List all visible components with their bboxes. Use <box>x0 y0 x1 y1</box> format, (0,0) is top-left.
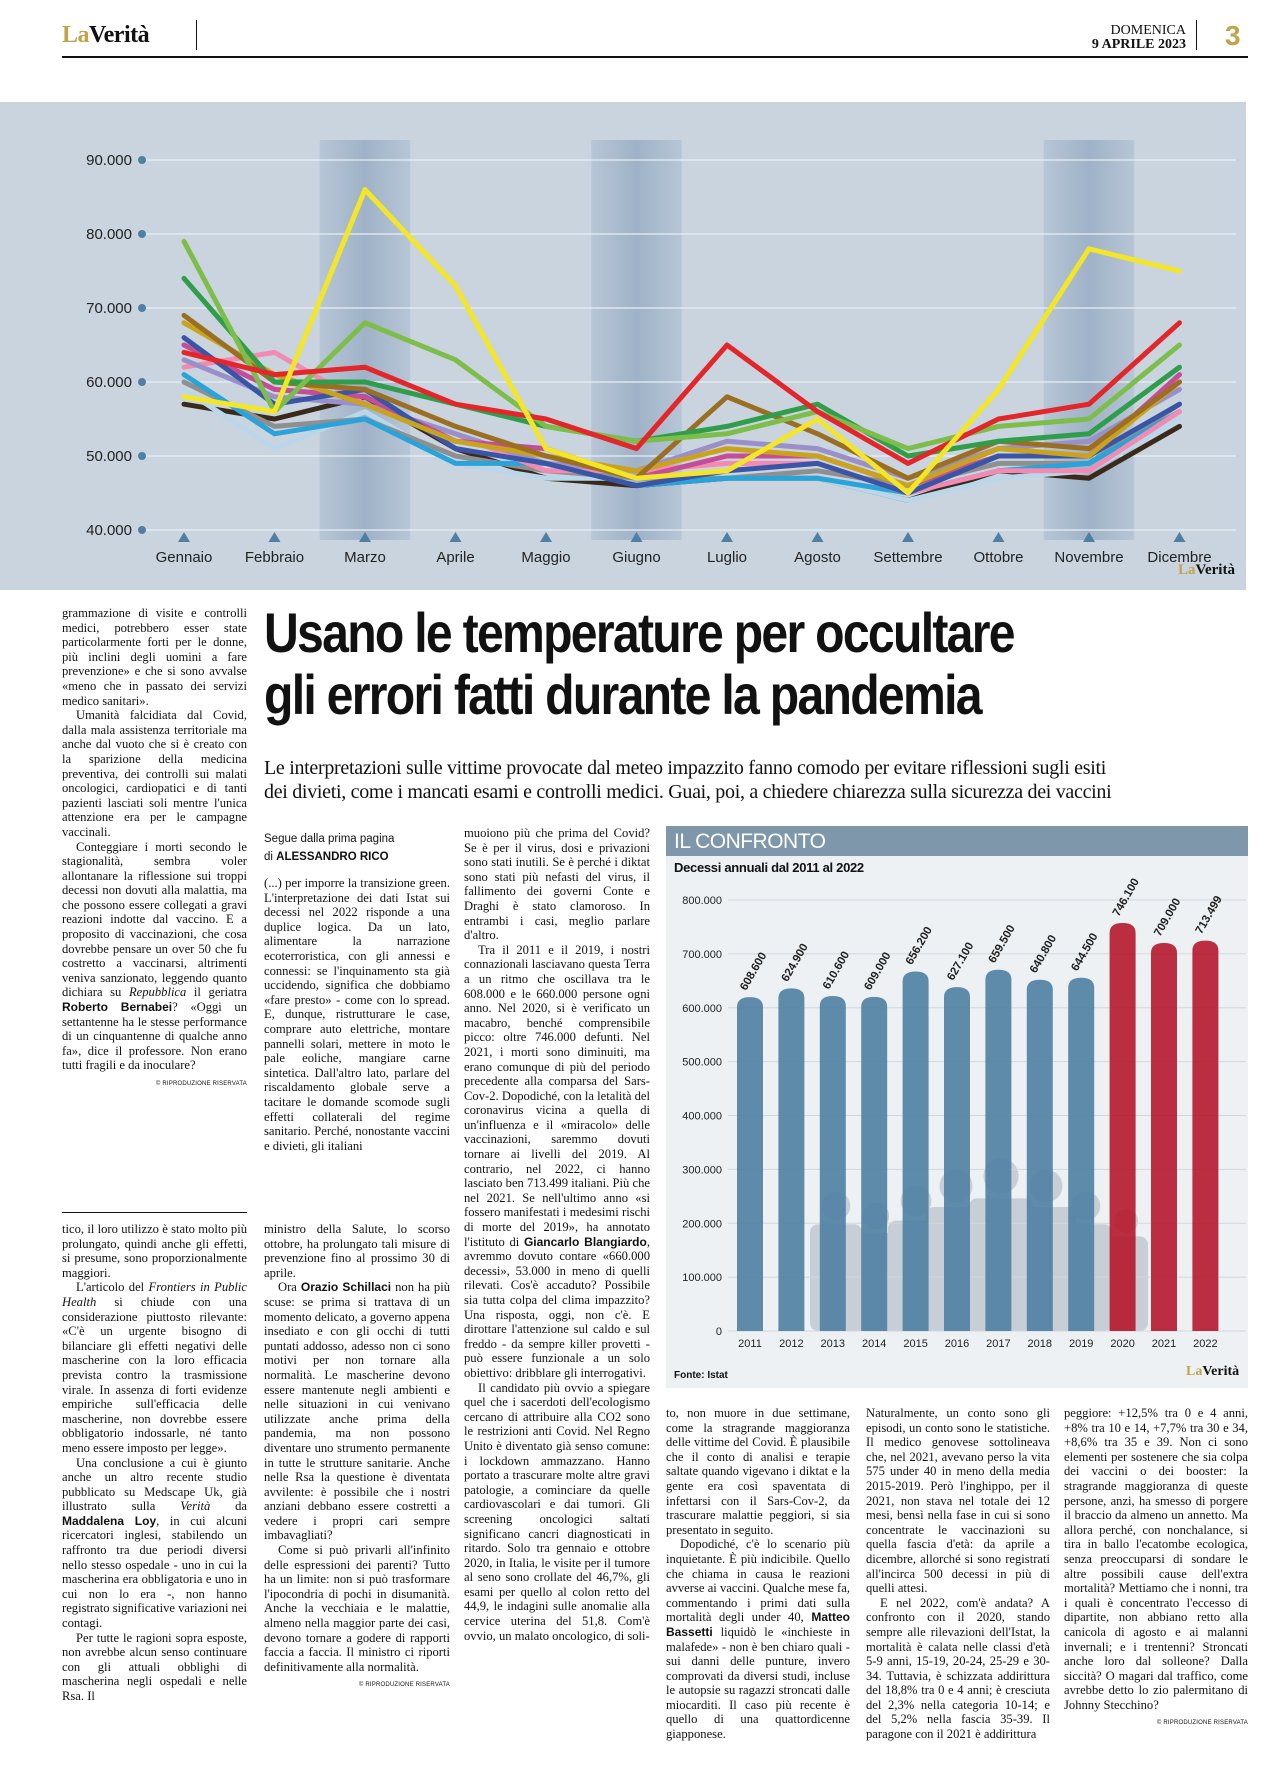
article-column-b4 <box>666 1406 850 1742</box>
y-tick-dot <box>138 304 146 312</box>
x-tick-label: 2013 <box>820 1338 846 1350</box>
bar-chart-logo: LaVerità <box>1186 1364 1240 1379</box>
x-tick-label: 2020 <box>1110 1338 1135 1350</box>
subhead-line-1: Le interpretazioni sulle vittime provocate dal meteo impazzito fanno comodo per evitare riflessioni sugli esiti <box>264 757 1106 779</box>
x-tick-label: Agosto <box>794 549 841 566</box>
bar <box>861 997 887 1331</box>
x-tick-label: Maggio <box>521 549 571 566</box>
continued-from: Segue dalla prima pagina <box>264 833 395 845</box>
x-tick-label: 2014 <box>861 1338 887 1350</box>
paragraph: Il candidato più ovvio a spiegare quel che i sacerdoti dell'ecologismo cercano di attribuire alla CO2 sono le restrizioni anti Covid. Nel Regno Unito è diventato già senso comune: i lockdown ammazzano. Hanno portato a trascurare molte altre gravi patologie, a cominciare da quelle cardiovascolari e dai tumori. Gli screening oncologici saltati significano cancri diagnosticati in ritardo. Solo tra gennaio e ottobre 2020, in Italia, le visite per il tumore al seno sono crollate del 46,7%, gli esami per quello al colon retto del 44,9, le indagini sulle anomalie alla cervice uterina del 51,8. Com'è ovvio, un malato oncologico, di soli- <box>464 1380 650 1643</box>
copyright-notice: © RIPRODUZIONE RISERVATA <box>155 1081 247 1087</box>
x-tick-label: 2012 <box>779 1338 804 1350</box>
x-tick-label: 2015 <box>903 1338 928 1350</box>
bar-value-label: 627.100 <box>945 940 977 983</box>
bar-value-label: 640.800 <box>1028 933 1060 976</box>
text-run: Conteggiare i morti secondo le stagionalità, sembra voler allontanare la riflessione sui troppi decessi non dovuti alla malattia, ma che possono essere collegati a gravi reazioni indotte dal vaccino. E a proposito di vaccinazioni, che cosa dovrebbe pensare un over 50 che fu costretto a vaccinarsi, altrimenti veniva sanzionato, leggendo quanto dichiara su <box>62 839 247 1000</box>
text-run: da <box>210 1499 247 1514</box>
bar <box>1192 941 1218 1331</box>
bar-value-label: 709.000 <box>1152 896 1184 939</box>
y-tick-label: 90.000 <box>86 152 132 169</box>
x-tick-label: 2018 <box>1027 1338 1053 1350</box>
subhead-line-2: dei divieti, come i mancati esami e controlli medici. Guai, poi, a chiedere chiarezza sulla sicurezza dei vaccini <box>264 781 1112 803</box>
y-tick-dot <box>138 526 146 534</box>
bar-value-label: 746.100 <box>1110 876 1142 919</box>
y-tick-label: 40.000 <box>86 522 132 539</box>
masthead-day: DOMENICA <box>1110 23 1186 38</box>
bar-chart-title: IL CONFRONTO <box>674 830 826 853</box>
y-tick-label: 700.000 <box>682 948 722 961</box>
paragraph: Come si può privarli all'infinito delle espressioni dei parenti? Tutto ha un limite: non si può trasformare l'ipocondria di pochi in disumanità. Anche la vecchiaia e le malattie, almeno nella maggior parte dei casi, devono tornare a godere di rapporti faccia a faccia. Il ministro ci riporti definitivamente alla normalità. <box>264 1543 450 1674</box>
author-name: ALESSANDRO RICO <box>276 851 389 863</box>
bar-value-label: 624.900 <box>779 941 811 984</box>
bar-value-label: 610.600 <box>821 949 853 992</box>
text-run: Tra il 2011 e il 2019, i nostri connazionali lasciavano questa Terra a un ritmo che oscillava tra le 608.000 e le 660.000 persone ogni anno. Nel 2020, si è verificato un macabro, benché comprensibile picco: oltre 746.000 defunti. Nel 2021, i morti sono diminuiti, ma erano comunque di più del periodo precedente alla comparsa del Sars-Cov-2. Dopodiché, con la letalità del coronavirus vicina a quella di un'influenza e il «miracolo» delle vaccinazioni, saremmo dovuti tornare ai livelli del 2019. Al contrario, nel 2022, ci hanno lasciato ben 713.499 italiani. Più che nel 2021. Se nell'ultimo anno «si fossero manifestati i medesimi rischi di morte del 2019», ha annotato l'istituto di <box>464 942 650 1249</box>
x-tick-label: Aprile <box>436 549 475 566</box>
bar <box>1110 923 1136 1331</box>
text-run: il geriatra <box>186 985 247 1000</box>
bar <box>778 988 804 1331</box>
paragraph: Per tutte le ragioni sopra esposte, non avrebbe alcun senso continuare con gli attuali obblighi di mascherina negli ospedali e nelle Rsa. Il <box>62 1630 247 1703</box>
paragraph: tico, il loro utilizzo è stato molto più prolungato, quindi anche gli effetti, si presume, sono proporzionalmente maggiori. <box>62 1222 247 1280</box>
bar-chart-subtitle: Decessi annuali dal 2011 al 2022 <box>674 860 864 875</box>
x-tick-label: Luglio <box>706 549 748 566</box>
x-tick-label: Gennaio <box>155 549 213 566</box>
person-name: Giancarlo Blangiardo <box>523 1234 647 1249</box>
column-divider <box>62 1212 247 1213</box>
bar <box>820 996 846 1331</box>
line-chart-svg <box>0 102 1246 590</box>
masthead-date-text: 9 APRILE 2023 <box>1091 37 1186 52</box>
x-tick-label: 2011 <box>738 1338 762 1350</box>
logo-verita: Verità <box>89 22 150 48</box>
paragraph <box>464 943 650 1381</box>
text-run: , in cui alcuni ricercatori inglesi, stabilendo un raffronto tra due periodi diversi nello stesso ospedale - uno in cui la mascherina era obbligatoria e uno in cui non lo era -, non hanno registrato significative variazioni nei contagi. <box>62 1513 247 1631</box>
byline-di: di <box>264 851 277 863</box>
text-run: liquidò le «inchieste in malafede» - non è ben chiaro quali - sui danni delle punture, invero comprovati da diversi studi, incluse le autopsie su ragazzi stroncati dalle miocarditi. Il caso più recente è quello di una quattordicenne giapponese. <box>666 1624 850 1742</box>
bar <box>1151 943 1177 1331</box>
paragraph <box>62 1280 247 1455</box>
newspaper-name: Verità <box>180 1499 211 1514</box>
text-run: L'articolo del <box>76 1280 149 1295</box>
masthead-divider <box>196 20 197 50</box>
y-tick-label: 100.000 <box>682 1272 722 1285</box>
paragraph <box>666 1537 850 1741</box>
bar-value-label: 644.500 <box>1069 931 1101 974</box>
bar-chart-source: Fonte: Istat <box>674 1370 728 1381</box>
month-band <box>320 140 411 540</box>
x-tick-label: Febbraio <box>244 549 305 566</box>
y-tick-label: 0 <box>715 1326 722 1338</box>
bar <box>737 997 763 1331</box>
bar-chart <box>666 826 1248 1388</box>
y-tick-label: 80.000 <box>86 226 132 243</box>
y-tick-label: 70.000 <box>86 300 132 317</box>
paragraph: peggiore: +12,5% tra 0 e 4 anni, +8% tra 10 e 14, +7,7% tra 30 e 34, +8,6% tra 35 e 39. Non ci sono elementi per sostenere che sia colpa dei vaccini o dei booster: la stragrande maggioranza di queste persone, anzi, ha smesso di porgere il braccio da almeno un annetto. Ma allora perché, con nonchalance, si tira in ballo l'ecatombe ecologica, senza preoccuparsi di sondare le altre possibili cause dell'extra mortalità? Mettiamo che i nonni, tra i quali è concentrato l'eccesso di dipartite, non abbiano retto alla canicola di agosto e ai malanni invernali; e i trentenni? Stroncati anche loro dal solleone? Dalla siccità? O magari dal traffico, come avrebbe detto lo zio palermitano di Johnny Stecchino? <box>1064 1406 1248 1712</box>
text-run: , avremmo dovuto contare «660.000 decessi», 53.000 in meno di quelli rilevati. Cos'è accaduto? Possibile sia tutta colpa del clima impazzito? Una risposta, oggi, non c'è. E dirottare l'attenzione sul caldo e sul freddo - da sempre killer provetti - può essere funzionale a un solo obiettivo: dribblare gli interrogativi. <box>464 1234 650 1380</box>
paragraph: (...) per imporre la transizione green. L'interpretazione dei dati Istat sui decessi nel 2022 risponde a una duplice logica. Da un lato, alimentare la narrazione ecoterroristica, con gli annessi e connessi: se l'inquinamento sta già uccidendo, significa che dobbiamo «fare presto» - come con lo spread. E, dunque, ristrutturare le case, comprare auto elettriche, montare pannelli solari, mettere in moto le pale eoliche, mangiare carne sintetica. Dall'altro lato, parlare del riscaldamento globale serve a tacitare le domande scomode sugli effetti collaterali del regime sanitario. Perché, nonostante vaccini e divieti, gli italiani <box>264 876 450 1153</box>
y-tick-label: 50.000 <box>86 448 132 465</box>
masthead-date-divider <box>1196 20 1197 50</box>
bar-value-label: 656.200 <box>903 924 935 967</box>
paragraph: ministro della Salute, lo scorso ottobre, ha prolungato tali misure di prevenzione fino al prossimo 30 di aprile. <box>264 1222 450 1280</box>
author-line <box>264 848 444 866</box>
paragraph: grammazione di visite e controlli medici, potrebbero esser state particolarmente forti per le donne, più inclini degli uomini a fare prevenzione» e che si sono avvalse «meno che in passato dei servizi medico sanitari». <box>62 606 247 708</box>
article-column-b5 <box>866 1406 1050 1742</box>
paragraph: muoiono più che prima del Covid? Se è per il virus, dosi e privazioni sono stati inutili. Se è perché i diktat sono stati più nefasti del virus, il fallimento dei governi Conte e Draghi è stato clamoroso. In entrambi i casi, meglio parlare d'altro. <box>464 826 650 943</box>
y-tick-dot <box>138 452 146 460</box>
copyright-notice: © RIPRODUZIONE RISERVATA <box>358 1682 450 1689</box>
article-column-3 <box>464 826 650 1643</box>
page-number: 3 <box>1225 20 1241 51</box>
logo-la: La <box>62 22 90 48</box>
x-tick-label: Marzo <box>344 549 386 566</box>
y-tick-dot <box>138 230 146 238</box>
x-tick-label: 2021 <box>1151 1338 1177 1350</box>
x-tick-label: 2016 <box>944 1338 970 1350</box>
text-run: ? «Oggi un settantenne ha le stesse performance di un cinquantenne di qualche anno fa», dice il professore. Non erano tutti fragili e da inoculare? <box>62 1000 248 1073</box>
x-tick-label: Ottobre <box>973 549 1024 566</box>
paragraph: to, non muore in due settimane, come la stragrande maggioranza delle vittime del Covid. È plausibile che il conto di analisi e terapie saltate quando vigevano i diktat e la gente era così spaventata di infettarsi con il Sars-Cov-2, da trascurare malattie peggiori, si sia presentato in seguito. <box>666 1406 850 1537</box>
x-tick-label: Dicembre <box>1147 549 1212 566</box>
text-run: non ha più scuse: se prima si trattava di un momento delicato, a governo appena insediato e con gli occhi di tutti puntati addosso, adesso non ci sono motivi per non tornare alla normalità. Le mascherine devono essere mantenute negli ambienti e nelle situazioni in cui venivano utilizzate anche prima della pandemia, ma non possono diventare uno strumento permanente in tutte le strutture sanitarie. Anche nelle Rsa la questione è diventata avvilente: è possibile che i nostri anziani debbano essere costretti a vedere i propri cari sempre imbavagliati? <box>264 1280 450 1543</box>
x-tick-label: 2022 <box>1193 1338 1218 1350</box>
headline-line-2: gli errori fatti durante la pandemia <box>264 663 981 726</box>
bar <box>903 971 929 1331</box>
bar <box>1068 978 1094 1331</box>
bar-value-label: 609.000 <box>862 950 894 993</box>
x-tick-label: Giugno <box>612 549 661 566</box>
byline <box>264 830 444 866</box>
paragraph: Naturalmente, un conto sono gli episodi, un conto sono le statistiche. Il medico genovese sottolineava che, nel 2021, avevano perso la vita 575 under 40 in meno della media 2015-2019. Però l'inghippo, per il 2021, non stava nel totale dei 12 mesi, bensì nella fase in cui si sono concentrate le vaccinazioni su quella fascia d'età: da aprile a dicembre, allorché si sono registrati all'incirca 500 decessi in più di quelli attesi. <box>866 1406 1050 1596</box>
paragraph: Umanità falcidiata dal Covid, dalla mala assistenza territoriale ma anche dal vuoto che si è creato con la sparizione della medicina preventiva, dei controlli sui malati oncologici, cardiopatici e di tanti pazienti lasciati soli mentre l'unica attenzione era per le campagne vaccinali. <box>62 708 247 839</box>
y-tick-label: 300.000 <box>682 1164 722 1177</box>
y-tick-label: 500.000 <box>682 1056 722 1069</box>
x-tick-label: Settembre <box>873 549 943 566</box>
y-tick-dot <box>138 156 146 164</box>
person-name: Orazio Schillaci <box>300 1280 392 1295</box>
article-column-1-top <box>62 606 247 1092</box>
bar-value-label: 608.600 <box>738 950 770 993</box>
article-column-b6 <box>1064 1406 1248 1731</box>
line-chart <box>0 102 1246 590</box>
article-column-2-top <box>264 876 450 1153</box>
article-column-b2 <box>264 1222 450 1693</box>
person-name: Maddalena Loy <box>62 1513 157 1528</box>
headline <box>264 602 1014 726</box>
paragraph <box>62 1456 247 1631</box>
x-tick-label: 2019 <box>1068 1338 1094 1350</box>
text-run: Dopodiché, c'è lo scenario più inquietante. È più indicibile. Quello che chiama in causa le reazioni avverse ai vaccini. Qualche mese fa, commentando i primi dati sulla mortalità degli under 40, <box>666 1537 850 1625</box>
bar <box>944 987 970 1331</box>
text-run: si chiude con una considerazione piuttosto rilevante: «C'è un urgente bisogno di bilanciare gli effetti negativi delle mascherine con la loro efficacia prevista contro la trasmissione virale. In assenza di forti evidenze empiriche sull'efficacia delle mascherine, non dovrebbe essere obbligatorio indossarle, né tanto meno essere imposto per legge». <box>62 1294 247 1455</box>
bar-value-label: 659.500 <box>986 923 1018 966</box>
bar <box>1027 980 1053 1331</box>
masthead-logo[interactable] <box>62 22 149 49</box>
y-tick-label: 60.000 <box>86 374 132 391</box>
text-run: Una conclusione a cui è giunto anche un altro recente studio pubblicato su Medscape Uk, già illustrato sulla <box>62 1455 247 1514</box>
paragraph <box>264 1280 450 1543</box>
person-name: Roberto Bernabei <box>62 1000 173 1015</box>
text-run: Ora <box>278 1280 301 1295</box>
bar-chart-svg <box>666 826 1248 1388</box>
copyright-notice: © RIPRODUZIONE RISERVATA <box>1156 1720 1248 1727</box>
line-chart-logo-text: Verità <box>1195 562 1235 578</box>
y-tick-dot <box>138 378 146 386</box>
y-tick-label: 200.000 <box>682 1218 722 1231</box>
masthead-rule <box>62 56 1248 58</box>
line-chart-logo: LaVerità <box>1178 562 1235 578</box>
bar-value-label: 713.499 <box>1193 894 1225 937</box>
paragraph: E nel 2022, com'è andata? A confronto con il 2020, stando sempre alle rilevazioni dell'Istat, la mortalità è calata nelle classi d'età 5-9 anni, 15-19, 20-24, 25-29 e 30-34. Tuttavia, è schizzata addirittura del 18,8% tra 0 e 4 anni; è cresciuta del 2,3% nella categoria 10-14; e del 5,2% nella fascia 35-39. Il paragone con il 2021 è addirittura <box>866 1595 1050 1742</box>
x-tick-label: Novembre <box>1054 549 1124 566</box>
y-tick-label: 600.000 <box>682 1002 722 1015</box>
x-tick-label: 2017 <box>986 1338 1011 1350</box>
bar-chart-logo-text: Verità <box>1202 1364 1240 1379</box>
newspaper-name: Repubblica <box>128 985 187 1000</box>
masthead-date <box>1010 24 1186 52</box>
journal-name: Frontiers in Public Health <box>62 1280 247 1309</box>
paragraph <box>62 840 247 1074</box>
y-tick-label: 800.000 <box>682 895 722 907</box>
subhead <box>264 756 1254 804</box>
y-tick-label: 400.000 <box>682 1110 722 1123</box>
bar <box>985 970 1011 1331</box>
headline-line-1: Usano le temperature per occultare <box>264 601 1014 664</box>
person-name: Matteo Bassetti <box>666 1610 850 1639</box>
article-column-b1 <box>62 1222 247 1704</box>
